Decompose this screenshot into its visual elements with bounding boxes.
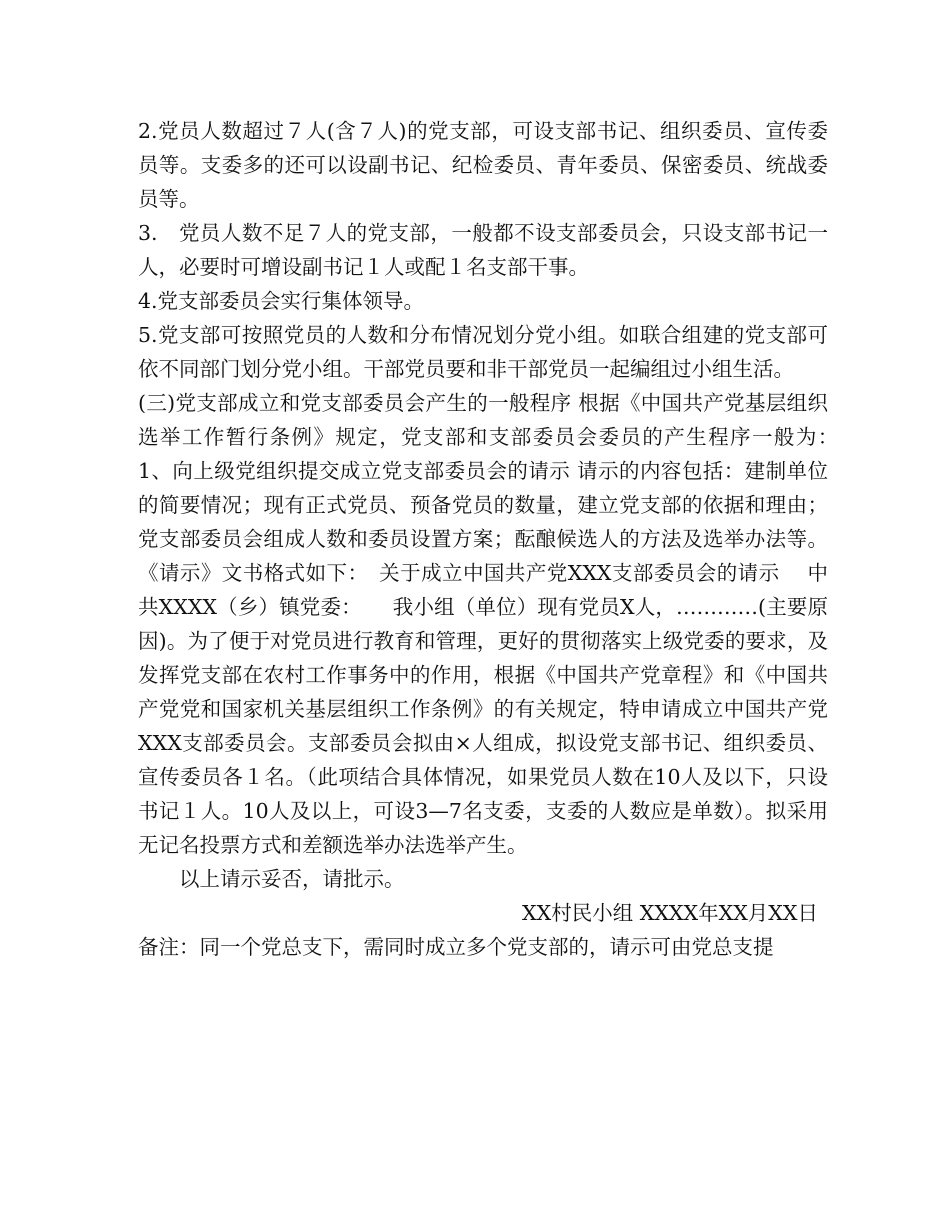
paragraph-item-3: 3. 党员人数不足７人的党支部，一般都不设支部委员会，只设支部书记一人，必要时可增设副书记１人或配１名支部干事。	[138, 221, 828, 279]
paragraph-item-4: 4.党支部委员会实行集体领导。	[138, 289, 425, 313]
paragraph-item-2: 2.党员人数超过７人(含７人)的党支部，可设支部书记、组织委员、宣传委员等。支委多的还可以设副书记、纪检委员、青年委员、保密委员、统战委员等。	[138, 119, 828, 211]
procedure-section: (三)党支部成立和党支部委员会产生的一般程序 根据《中国共产党基层组织选举工作暂行条例》规定，党支部和支部委员会委员的产生程序一般为： 1、向上级党组织提交成立党支部委员会的请示 请示的内容包括：建制单位的简要情况；现有正式党员、预备党员的数量，建立党支部的依据和理由；党支部委员会组成人数和委员设置方案；酝酿候选人的方法及选举办法等。《请示》文书格式如下： 关于成立中国共产党XXX支部委员会的请示 中共XXXX（乡）镇党委： 我小组（单位）现有党员X人，…………(主要原因)。为了便于对党员进行教育和管理，更好的贯彻落实上级党委的要求，及发挥党支部在农村工作事务中的作用，根据《中国共产党章程》和《中国共产党党和国家机关基层组织工作条例》的有关规定，特申请成立中国共产党XXX支部委员会。支部委员会拟由×人组成，拟设党支部书记、组织委员、宣传委员各１名。（此项结合具体情况，如果党员人数在10人及以下，只设书记１人。10人及以上，可设3—7名支委，支委的人数应是单数）。拟采用无记名投票方式和差额选举办法选举产生。	[138, 391, 849, 857]
remark-paragraph: 备注：同一个党总支下，需同时成立多个党支部的，请示可由党总支提	[138, 935, 774, 959]
approval-request-line: 以上请示妥否，请批示。	[179, 867, 405, 891]
signature-date-line: XX村民小组 XXXX年XX月XX日	[522, 901, 818, 925]
document-body	[138, 114, 849, 964]
paragraph-item-5: 5.党支部可按照党员的人数和分布情况划分党小组。如联合组建的党支部可依不同部门划分党小组。干部党员要和非干部党员一起编组过小组生活。	[138, 323, 828, 381]
